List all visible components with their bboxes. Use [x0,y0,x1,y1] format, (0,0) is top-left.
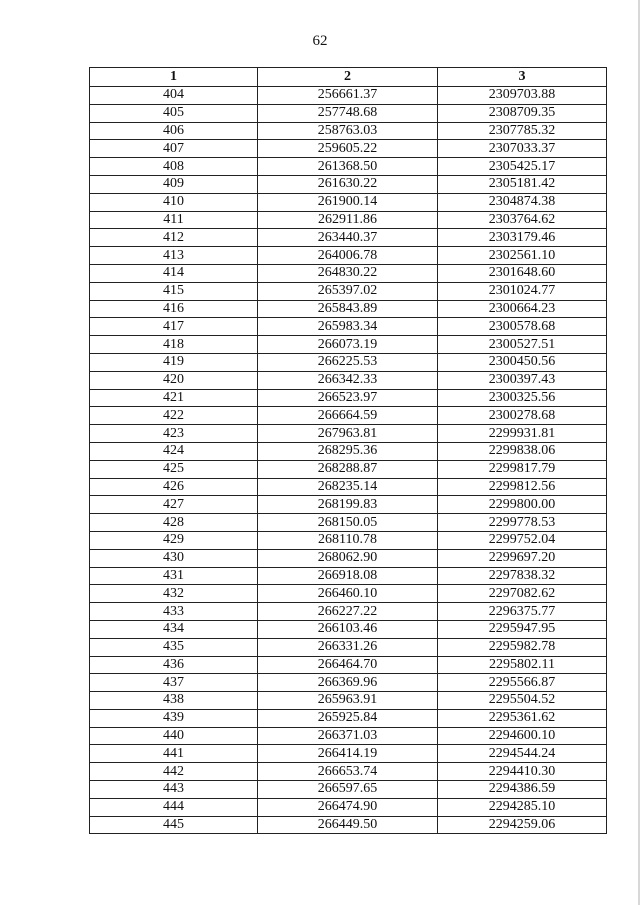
table-cell-col-3: 2301648.60 [438,264,607,282]
table-cell-col-1: 419 [90,353,258,371]
table-cell-col-1: 441 [90,745,258,763]
table-row [90,603,607,621]
table-cell-col-3: 2299778.53 [438,514,607,532]
table-cell-col-1: 416 [90,300,258,318]
table-cell-col-3: 2300450.56 [438,353,607,371]
coordinates-table [89,67,607,834]
table-row [90,300,607,318]
table-cell-col-3: 2299697.20 [438,549,607,567]
table-cell-col-1: 438 [90,692,258,710]
table-row [90,478,607,496]
table-row [90,140,607,158]
table-row [90,531,607,549]
table-row [90,514,607,532]
table-cell-col-1: 422 [90,407,258,425]
table-cell-col-1: 413 [90,247,258,265]
table-row [90,460,607,478]
table-row [90,229,607,247]
table-cell-col-1: 415 [90,282,258,300]
table-cell-col-2: 262911.86 [258,211,438,229]
table-cell-col-2: 265963.91 [258,692,438,710]
table-cell-col-3: 2299812.56 [438,478,607,496]
table-cell-col-1: 443 [90,781,258,799]
table-cell-col-2: 268062.90 [258,549,438,567]
table-row [90,371,607,389]
table-cell-col-2: 264830.22 [258,264,438,282]
table-cell-col-1: 418 [90,336,258,354]
table-row [90,211,607,229]
table-cell-col-2: 268288.87 [258,460,438,478]
table-cell-col-2: 266597.65 [258,781,438,799]
table-row [90,656,607,674]
table-row [90,264,607,282]
table-cell-col-2: 265925.84 [258,709,438,727]
table-cell-col-3: 2300397.43 [438,371,607,389]
table-cell-col-1: 407 [90,140,258,158]
table-cell-col-2: 266653.74 [258,763,438,781]
table-row [90,104,607,122]
table-row [90,638,607,656]
table-row [90,798,607,816]
table-cell-col-2: 266369.96 [258,674,438,692]
table-cell-col-1: 432 [90,585,258,603]
table-row [90,282,607,300]
table-row [90,567,607,585]
table-row [90,496,607,514]
table-cell-col-2: 261900.14 [258,193,438,211]
table-cell-col-3: 2305181.42 [438,175,607,193]
table-cell-col-2: 268199.83 [258,496,438,514]
table-cell-col-1: 434 [90,620,258,638]
table-cell-col-2: 263440.37 [258,229,438,247]
table-cell-col-2: 267963.81 [258,425,438,443]
table-cell-col-3: 2309703.88 [438,87,607,105]
table-cell-col-2: 266371.03 [258,727,438,745]
table-cell-col-3: 2308709.35 [438,104,607,122]
table-row [90,193,607,211]
table-cell-col-2: 268110.78 [258,531,438,549]
table-cell-col-1: 404 [90,87,258,105]
table-cell-col-1: 444 [90,798,258,816]
table-cell-col-3: 2300278.68 [438,407,607,425]
table-cell-col-3: 2294600.10 [438,727,607,745]
table-cell-col-2: 261368.50 [258,158,438,176]
table-cell-col-3: 2305425.17 [438,158,607,176]
table-cell-col-2: 266073.19 [258,336,438,354]
table-cell-col-3: 2300578.68 [438,318,607,336]
table-cell-col-1: 405 [90,104,258,122]
column-header-2: 2 [258,68,438,87]
table-cell-col-2: 266227.22 [258,603,438,621]
table-cell-col-3: 2297838.32 [438,567,607,585]
table-body [90,87,607,834]
table-cell-col-1: 426 [90,478,258,496]
table-cell-col-1: 408 [90,158,258,176]
table-cell-col-3: 2294386.59 [438,781,607,799]
table-row [90,727,607,745]
table-cell-col-3: 2303179.46 [438,229,607,247]
page-number: 62 [312,33,328,49]
table-cell-col-2: 261630.22 [258,175,438,193]
table-cell-col-2: 266449.50 [258,816,438,834]
table-cell-col-1: 430 [90,549,258,567]
table-cell-col-1: 420 [90,371,258,389]
table-cell-col-1: 410 [90,193,258,211]
table-row [90,709,607,727]
table-cell-col-1: 417 [90,318,258,336]
table-row [90,336,607,354]
table-cell-col-3: 2294544.24 [438,745,607,763]
table-row [90,763,607,781]
table-cell-col-2: 264006.78 [258,247,438,265]
table-cell-col-3: 2296375.77 [438,603,607,621]
table-cell-col-1: 423 [90,425,258,443]
table-cell-col-3: 2299800.00 [438,496,607,514]
table-cell-col-2: 268295.36 [258,442,438,460]
table-row [90,318,607,336]
table-cell-col-3: 2294259.06 [438,816,607,834]
table-cell-col-3: 2295947.95 [438,620,607,638]
table-row [90,674,607,692]
table-cell-col-3: 2300527.51 [438,336,607,354]
table-cell-col-1: 435 [90,638,258,656]
table-cell-col-2: 266464.70 [258,656,438,674]
table-cell-col-2: 266460.10 [258,585,438,603]
table-cell-col-1: 411 [90,211,258,229]
table-cell-col-1: 421 [90,389,258,407]
column-header-3: 3 [438,68,607,87]
table-row [90,442,607,460]
table-cell-col-2: 257748.68 [258,104,438,122]
table-cell-col-3: 2295361.62 [438,709,607,727]
table-cell-col-2: 266664.59 [258,407,438,425]
table-row [90,745,607,763]
table-cell-col-2: 256661.37 [258,87,438,105]
table-cell-col-1: 442 [90,763,258,781]
table-cell-col-3: 2295982.78 [438,638,607,656]
table-row [90,389,607,407]
table-header [90,68,607,87]
table-cell-col-3: 2303764.62 [438,211,607,229]
table-cell-col-1: 412 [90,229,258,247]
table-cell-col-1: 445 [90,816,258,834]
table-cell-col-3: 2301024.77 [438,282,607,300]
table-cell-col-1: 433 [90,603,258,621]
table-cell-col-1: 424 [90,442,258,460]
table-cell-col-1: 428 [90,514,258,532]
table-cell-col-1: 429 [90,531,258,549]
table-row [90,122,607,140]
table-cell-col-2: 266918.08 [258,567,438,585]
table-row [90,781,607,799]
table-row [90,425,607,443]
table-cell-col-2: 266103.46 [258,620,438,638]
table-cell-col-2: 266523.97 [258,389,438,407]
table-cell-col-1: 414 [90,264,258,282]
table-row [90,175,607,193]
table-row [90,353,607,371]
table-cell-col-3: 2307033.37 [438,140,607,158]
table-cell-col-2: 266342.33 [258,371,438,389]
table-row [90,158,607,176]
table-row [90,407,607,425]
table-cell-col-2: 266414.19 [258,745,438,763]
table-cell-col-1: 440 [90,727,258,745]
table-cell-col-1: 427 [90,496,258,514]
table-row [90,585,607,603]
table-cell-col-2: 268235.14 [258,478,438,496]
table-cell-col-2: 265983.34 [258,318,438,336]
table-cell-col-3: 2300325.56 [438,389,607,407]
table-cell-col-2: 266474.90 [258,798,438,816]
table-cell-col-3: 2307785.32 [438,122,607,140]
table-row [90,816,607,834]
table-cell-col-1: 439 [90,709,258,727]
table-cell-col-3: 2297082.62 [438,585,607,603]
table-cell-col-3: 2295504.52 [438,692,607,710]
table-cell-col-3: 2295802.11 [438,656,607,674]
table-cell-col-3: 2300664.23 [438,300,607,318]
table-cell-col-2: 265397.02 [258,282,438,300]
table-cell-col-1: 437 [90,674,258,692]
table-cell-col-1: 436 [90,656,258,674]
table-row [90,87,607,105]
table-row [90,692,607,710]
table-cell-col-2: 266225.53 [258,353,438,371]
table-cell-col-3: 2299838.06 [438,442,607,460]
table-cell-col-1: 431 [90,567,258,585]
table-cell-col-2: 258763.03 [258,122,438,140]
table-cell-col-3: 2299817.79 [438,460,607,478]
table-cell-col-3: 2302561.10 [438,247,607,265]
table-cell-col-1: 425 [90,460,258,478]
table-cell-col-2: 259605.22 [258,140,438,158]
table-cell-col-2: 265843.89 [258,300,438,318]
table-cell-col-3: 2304874.38 [438,193,607,211]
table-cell-col-2: 266331.26 [258,638,438,656]
table-row [90,247,607,265]
table-cell-col-3: 2299931.81 [438,425,607,443]
table-cell-col-3: 2299752.04 [438,531,607,549]
table-row [90,620,607,638]
table-cell-col-3: 2294285.10 [438,798,607,816]
column-header-1: 1 [90,68,258,87]
table-cell-col-2: 268150.05 [258,514,438,532]
table-cell-col-1: 409 [90,175,258,193]
header-row [90,68,607,87]
table-row [90,549,607,567]
table-cell-col-3: 2294410.30 [438,763,607,781]
table-cell-col-1: 406 [90,122,258,140]
table-cell-col-3: 2295566.87 [438,674,607,692]
